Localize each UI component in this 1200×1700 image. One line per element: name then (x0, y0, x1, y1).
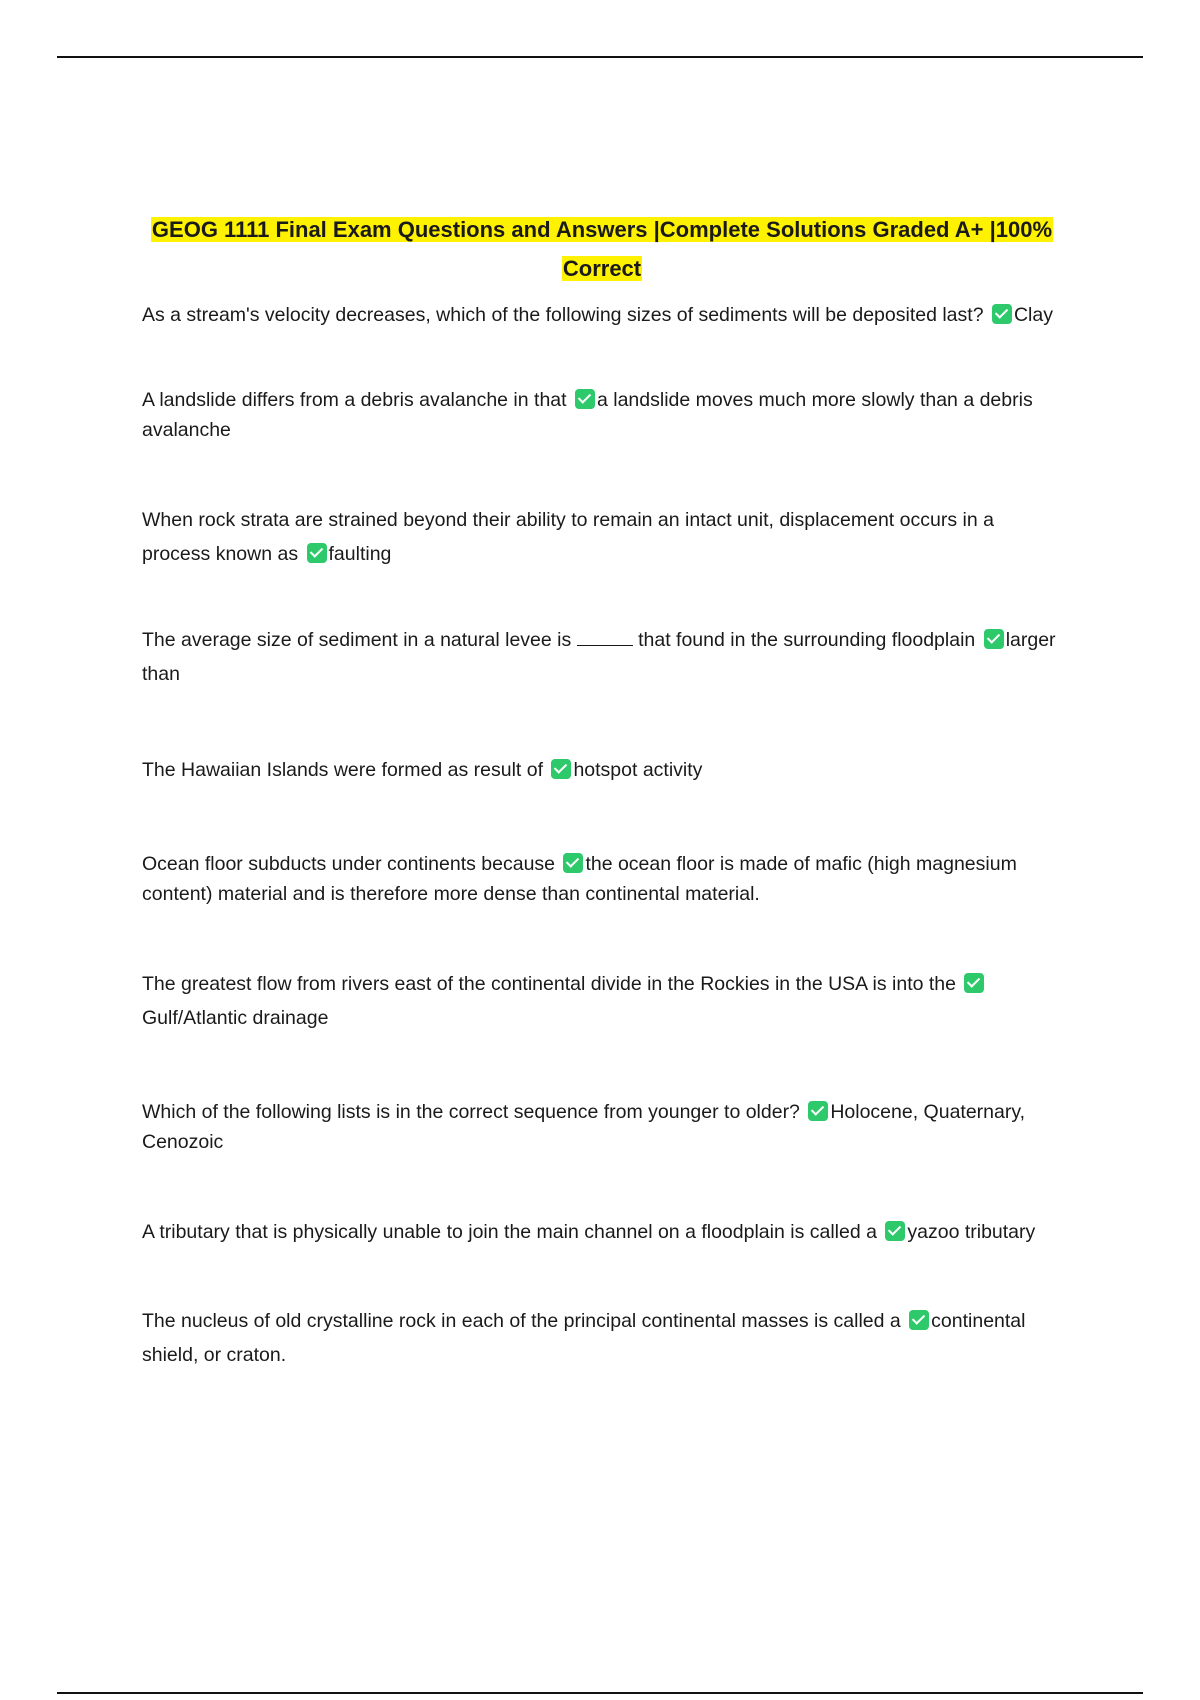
check-mark-icon (984, 629, 1004, 649)
qa-item (142, 1304, 1062, 1372)
qa-item (142, 623, 1062, 691)
check-mark-icon (808, 1101, 828, 1121)
question-text: The Hawaiian Islands were formed as result of (142, 759, 544, 781)
check-mark-icon (964, 973, 984, 993)
answer-text: yazoo tributary (907, 1221, 1036, 1243)
qa-item (142, 753, 1062, 787)
qa-item (142, 1097, 1062, 1157)
header-rule (57, 56, 1143, 58)
check-mark-icon (992, 304, 1012, 324)
answer-text: continental shield, or craton. (142, 1310, 1026, 1366)
check-mark-icon (563, 853, 583, 873)
question-text: As a stream's velocity decreases, which of the following sizes of sediments will be deposited last? (142, 304, 984, 326)
qa-item (142, 967, 1062, 1035)
answer-text: a landslide moves much more slowly than a debris avalanche (142, 389, 1033, 441)
document-body (142, 212, 1062, 1372)
answer-text: Clay (1013, 304, 1053, 326)
question-text: A tributary that is physically unable to join the main channel on a floodplain is called a (142, 1221, 877, 1243)
question-text: The nucleus of old crystalline rock in each of the principal continental masses is called a (142, 1310, 901, 1332)
check-mark-icon (575, 389, 595, 409)
qa-item (142, 1217, 1062, 1247)
question-text: Which of the following lists is in the correct sequence from younger to older? (142, 1101, 800, 1123)
title-block (142, 212, 1062, 290)
answer-text: Gulf/Atlantic drainage (142, 1007, 329, 1029)
check-mark-icon (885, 1221, 905, 1241)
qa-item (142, 503, 1062, 571)
answer-text: the ocean floor is made of mafic (high magnesium content) material and is therefore more dense than continental material. (142, 853, 1017, 905)
answer-text: Holocene, Quaternary, Cenozoic (142, 1101, 1026, 1153)
footer-rule (57, 1692, 1143, 1694)
answer-text: larger than (142, 629, 1056, 685)
document-title: GEOG 1111 Final Exam Questions and Answers |Complete Solutions Graded A+ |100% Correct (151, 217, 1053, 281)
question-text: that found in the surrounding floodplain (638, 629, 976, 651)
check-mark-icon (551, 759, 571, 779)
answer-text: hotspot activity (573, 759, 703, 781)
qa-item (142, 298, 1062, 332)
question-text: A landslide differs from a debris avalanche in that (142, 389, 567, 411)
qa-item (142, 385, 1062, 445)
question-text: The average size of sediment in a natural levee is (142, 629, 572, 651)
check-mark-icon (909, 1310, 929, 1330)
question-text: When rock strata are strained beyond their ability to remain an intact unit, displacement occurs in a process known as (142, 509, 994, 565)
question-text: Ocean floor subducts under continents because (142, 853, 556, 875)
check-mark-icon (307, 543, 327, 563)
fill-in-blank (577, 627, 633, 646)
question-text: The greatest flow from rivers east of the continental divide in the Rockies in the USA is into the (142, 973, 956, 995)
qa-item (142, 849, 1062, 909)
answer-text: faulting (328, 543, 392, 565)
